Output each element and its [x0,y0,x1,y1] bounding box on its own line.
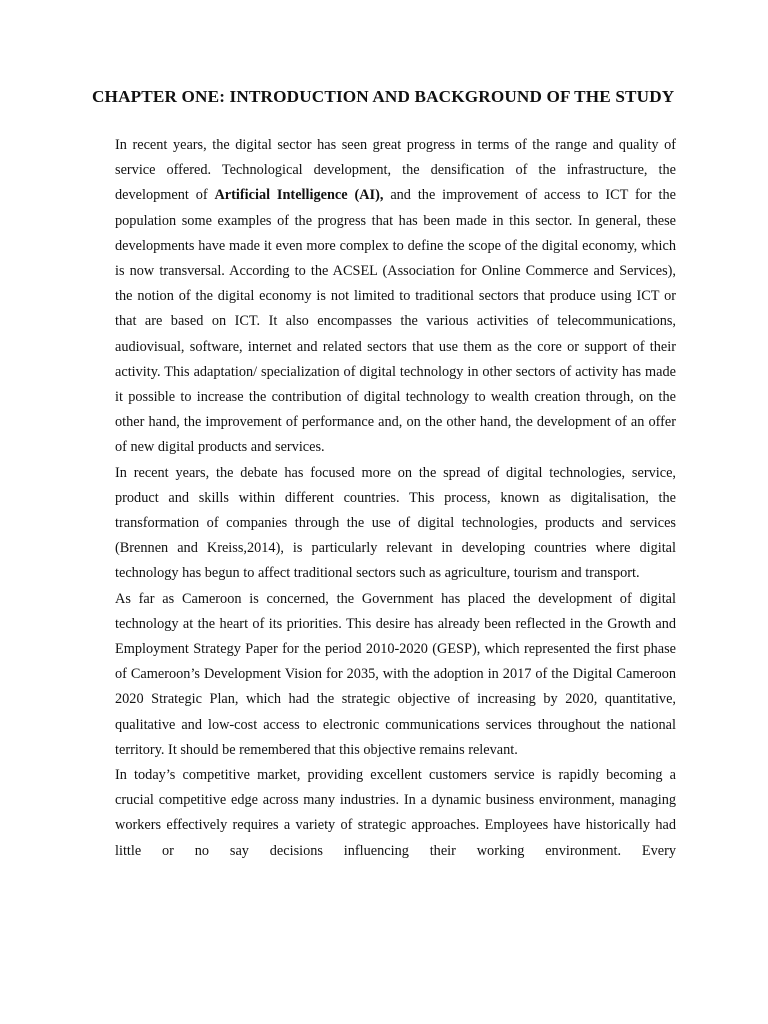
paragraph-digitalisation: In recent years, the debate has focused more on the spread of digital technologies, service, product and skills within different countries. This process, known as digitalisation, the transformation of companies through the use of digital technologies, products and services (Brennen and Kreiss,2014), is particularly relevant in developing countries where digital technology has begun to affect traditional sectors such as agriculture, tourism and transport. [115,464,676,582]
body-text [115,133,676,864]
paragraph-text: and the improvement of access to ICT for the population some examples of the progress that has been made in this sector. In general, these developments have made it even more complex to define the scope of the digital economy, which is now transversal. According to the ACSEL (Association for Online Commerce and Services), the notion of the digital economy is not limited to traditional sectors that produce using ICT or that are based on ICT. It also encompasses the various activities of telecommunications, audiovisual, software, internet and related sectors that use them as the core or support of their activity. This adaptation/ specialization of digital technology in other sectors of activity has made it possible to increase the contribution of digital technology to wealth creation through, on the other hand, the improvement of performance and, on the other hand, the development of an offer of new digital products and services. [115,187,676,456]
paragraph-text: In recent years, the digital sector has seen great progress in terms of the range and quality of service offered. Technological development, the densification of the infrastructure, the development of [115,137,676,204]
paragraph-cameroon: As far as Cameroon is concerned, the Government has placed the development of digital technology at the heart of its priorities. This desire has already been reflected in the Growth and Employment Strategy Paper for the period 2010-2020 (GESP), which represented the first phase of Cameroon’s Development Vision for 2035, with the adoption in 2017 of the Digital Cameroon 2020 Strategic Plan, which had the strategic objective of increasing by 2020, quantitative, qualitative and low-cost access to electronic communications services throughout the national territory. It should be remembered that this objective remains relevant. [115,590,676,758]
chapter-heading: CHAPTER ONE: INTRODUCTION AND BACKGROUND OF THE STUDY [92,87,675,106]
paragraph-customer-service: In today’s competitive market, providing excellent customers service is rapidly becoming a crucial competitive edge across many industries. In a dynamic business environment, managing workers effectively requires a variety of strategic approaches. Employees have historically had little or no say decisions influencing their working environment. Every [115,767,676,859]
paragraph-digital-sector-progress [115,133,676,461]
bold-term-ai: Artificial Intelligence (AI), [214,187,384,204]
